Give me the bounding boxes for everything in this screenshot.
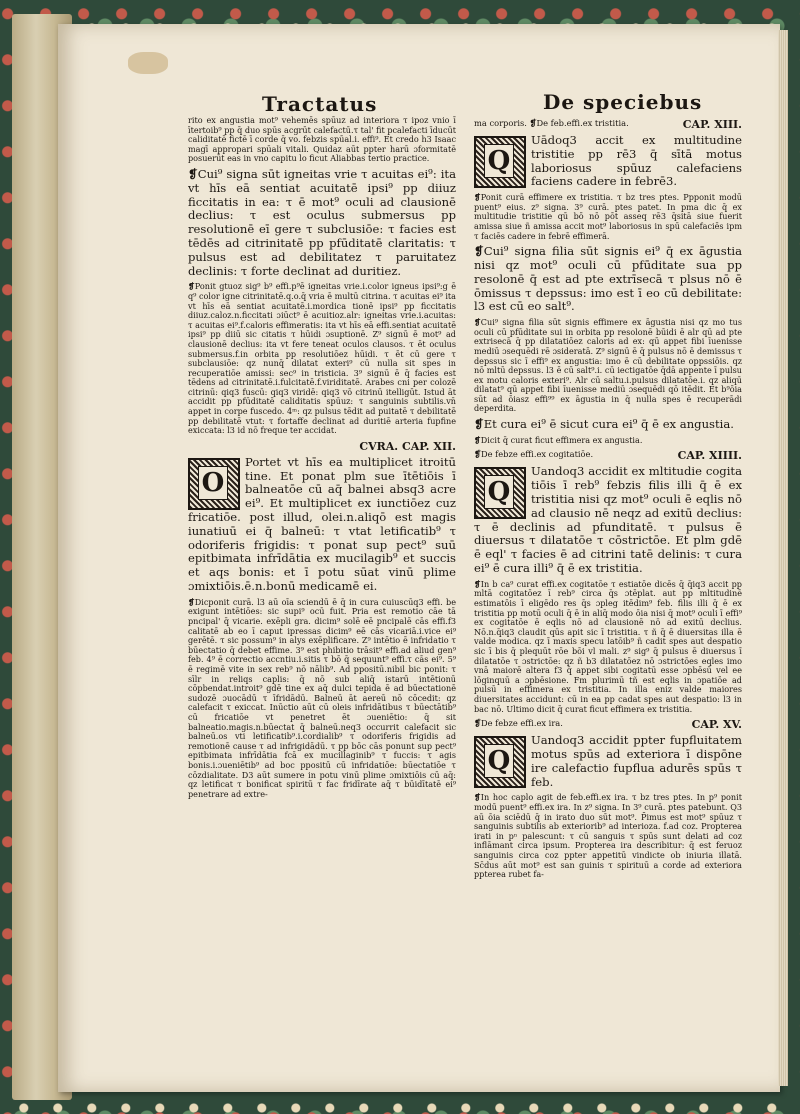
chapter-heading xyxy=(474,449,742,462)
chapter-title: De febze effi.ex cogitatiōe. xyxy=(480,449,594,460)
right-paragraph xyxy=(474,245,742,314)
right-text: Et cura ei⁹ ē sicut cura ei⁹ q̄ ē ex angustia. xyxy=(483,417,734,432)
left-paragraph xyxy=(188,598,456,799)
right-paragraph: Uandoq3 accidit ex mltitudie cogita tiōis ī reb⁹ febzis filis illi q̄ ē ex tristitia nisi qz mot⁹ oculi ē eqlis nō ad clausio nē neqz ad exitū declius: τ ē declinis ad pfunditatē. τ pulsus ē diuersus τ dilatatōe τ cōstrictōe. Et plm gdē ē eql' τ facies ē ad citrini tatē delinis: τ cura ei⁹ ē cura illi⁹ q̄ ē ex tristitia. xyxy=(474,464,742,576)
left-text: Cui⁹ signa sūt igneitas vrie τ acuitas ei⁹: ita vt hīs eā sentiat acuitatē ipsi⁹ pp diiuz ficcitatis in ea: τ ē mot⁹ oculi ad clausionē declius: τ est oculus submersus pp resolutionē eī gere τ subclusiōe: τ facies est tēdēs ad citrinitatē pp pfūditatē claritatis: τ pulsus est ad debilitatez τ paruitatez declinis: τ forte declinat ad duritiez. xyxy=(188,166,456,278)
right-paragraph xyxy=(474,193,742,241)
pilcrow-icon: ❡ xyxy=(474,718,481,729)
chapter-title: De febze effi.ex ira. xyxy=(480,718,563,729)
right-text: Dicit q̄ curat ficut effimera ex angustia. xyxy=(480,434,643,445)
pilcrow-icon: ❡ xyxy=(474,578,481,589)
decorated-initial xyxy=(188,458,240,510)
right-column xyxy=(474,116,742,936)
chapter-number: CAP. XIIII. xyxy=(677,449,742,463)
chapter-lead xyxy=(474,449,593,459)
initial-letter: Q xyxy=(484,475,514,509)
pilcrow-icon: ❡ xyxy=(474,792,481,803)
left-paragraph: Portet vt hīs ea multiplicet itroitū tine. Et ponat plm sue ītētiōis ī balneatōe cū aq̄ balnei absq3 acre ei⁹. Et multiplicet ex iunctiōez cuz fricatiōe. post illud, olei.n.aliqō est magis iunatiuū ei q̄ balneū: τ vtat letificatib⁹ τ odoriferis frigidis: τ ponat sup pect⁹ suū epitbimata infrīdātia ex mucilagib⁹ et succis et aqs bonis: et ī potu sūat vinū plime ɔmixtiōis.ē.n.bonū medicamē ei. xyxy=(188,454,456,594)
chapter-heading: CVRA. CAP. XII. xyxy=(359,439,456,453)
header-right: De speciebus xyxy=(543,90,703,114)
right-text: Cui⁹ signa filia sūt signis ei⁹ q̄ ex āgustia nisi qz mot⁹ oculi cū pfūditate sua pp resolonē q̄ est ad pte extrīsecā τ plsus nō ē ōmissus τ depssus: imo est ī eo cū debilitate: l3 est cū eo salt⁹. xyxy=(474,244,742,314)
chapter-number: CAP. XIII. xyxy=(682,118,742,131)
right-paragraph xyxy=(474,580,742,714)
right-text: In b ca⁹ curat effi.ex cogitatōe τ estiatōe dicēs q̄ q̄iq3 accit pp mltā cogitatōez ī reb⁹ circa q̄s ɔtēplat. aut pp mltitudinē estimatōis ī eligēdo res q̄s ɔpleg itēdim⁹ feb. filis illi q̄ ē ex tristitia pp motū oculi q̄ ē in aliq̄ modo ōia nisi q̄ mot⁹ oculi ī effi⁹ ex cogitatōe ē eqlis nō ad clausionē nō ad exitū declius. Nō.n.q̄iq3 claudit qūs apit sic ī tristitia. τ ñ q̄ ē diuersitas illa ē valde modica. qz ī maxis specu latōib⁹ ñ cadit spes aut despatio sic ī bis q̄ plequūt rōe bōi vl mali. z⁹ sig⁹ q̄ pulsus ē diuersus ī dilatatōe τ ɔstrictōe: qz ñ b3 dilatatōez nō ɔstrictōes eqles imo vnā maiorē altera f3 q̄ appet sibi cogitatū esse ɔpbēsū vel ee lōginquū a ɔpbēsione. Fm plurimū tñ est eqlis in ɔpatiōe ad pulsū in effimera ex tristitia. In illa eniz valde maiores diuersitates accidunt: cū in ea pp cadat spes aut despatio: l3 in bac nō. Ultimo dicit q̄ curat ficut effimera ex tristitia. xyxy=(474,578,742,714)
chapter-lead xyxy=(474,118,629,128)
chapter-lead xyxy=(474,718,563,728)
initial-letter: Q xyxy=(484,144,514,178)
right-text: Cui⁹ signa filia sūt signis effimere ex āgustia nisi qz mo tus oculi cū pfūditate sui in orbita pp resolonē būidi ē alr qū ad pte extrisecā q̄ pp dilatatiōez caloris ad ex: qū appet fibi īuenisse mediū ɔsequēdi rē ɔsideratā. Z⁹ signū ē q̄ pulsus nō ē demissus τ depssus sic ī effi⁹ ex angustia: imo ē cū debilitate oppssiōis. qz nō mltū depssus. l3 ē cū salt⁹.i. cū iectigatōe q̄dā appente ī pulsu ex motu caloris exteri⁹. Alr cū saltu.i.pulsus dilatatōe.i. qz aliqū dilatat⁹ qū appet fibi īuenisse mediū ɔsequēdi qō itēdit. Et b⁹ōia sūt ad ōiasz effi⁹⁹ ex āgustia in q̄ nulla spes ē recuperādi deperdita. xyxy=(474,317,742,414)
pilcrow-icon: ❡ xyxy=(474,317,481,328)
right-paragraph xyxy=(474,793,742,879)
pilcrow-icon: ❡ xyxy=(474,417,484,432)
header-left: Tractatus xyxy=(262,92,378,116)
right-paragraph xyxy=(474,436,742,446)
right-paragraph xyxy=(474,318,742,414)
pilcrow-icon: ❡ xyxy=(188,596,195,607)
pilcrow-icon: ❡ xyxy=(474,192,481,203)
continued-text: ma corporis. xyxy=(474,118,527,128)
pilcrow-icon: ❡ xyxy=(188,166,198,181)
decorated-initial xyxy=(474,467,526,519)
pilcrow-icon: ❡ xyxy=(188,281,195,292)
right-paragraph: Uādoq3 accit ex multitudine tristitie pp rē3 q̄ sītā motus laboriosus spūuz calefaciens faciens cadere in febrē3. xyxy=(531,133,742,189)
left-text: Ponit gtuoz sig⁹ b⁹ effi.p⁹ē igneitas vrie.i.color igneus ipsi⁹:g ē q⁹ color igne citrinitatē.q.o.q̄ vria ē multū citrina. τ acuitas ei⁹ ita vt hīs eā sentiat acuitatē.i.mordica tionē ipsi⁹ pp ficcitatis diiuz.caloz.n.ficcitati ɔiūct⁹ ē acuitioz.alr: igneitas vrie.i.acuitas: τ acuitas ei⁹.f.caloris effimeratis: ita vt hīs eā effi.sentiat acuitatē ipsi⁹ pp diiū sic citatis τ hūidi ɔsuptionē. Z⁹ signū ē mot⁹ ad clausionē declius: ita vt fere teneat oculos clausos. τ ēt oculus submersus.f.in orbita pp resolutiōez hūidi. τ ēt cū gere τ subclausiōe: qz nunq̄ dilatat exteri⁹ cū nulla sit spes in recuperatiōe amissi: sec⁹ in tristicia. 3⁹ signū ē q̄ facies est tēdens ad citrinitatē.i.fulcitatē.f.viriditatē. Arabes cni per colozē citrinū: qiq3 fuscū: qiq3 viridē: qiq3 vō citrinū itelligūt. Istud āt accidit pp pfūditatē caliditatis spūuz: τ sanguinis subtilis.vn̄ appet in corpe fuscedo. 4ᵐ: qz pulsus tēdit ad puitatē τ debilitatē pp debilitatē vtut: τ fortaffe declinat ad duritiē arteria fupfine exiccata: l3 id nō freque ter accidat. xyxy=(188,281,456,436)
chapter-heading xyxy=(474,118,742,131)
left-column xyxy=(188,116,456,936)
right-paragraph xyxy=(474,418,742,432)
left-paragraph: rito ex angustia mot⁹ vehemēs spūuz ad interiora τ ipoz vnio ī ītertoib⁹ pp q̄ duo spūs acgrūt calefactū.τ tal' fit pcalefacti īducūt caliditatē fictē ī corde q̄ vo. febzis spūal.i. effi⁹. Et credo h3 Isaac magī appropari spūali vitali. Quidaz aūt ppter harū ɔformitatē posuerūt eas in vno capitu lo ficut Aliabbas tertio practice. xyxy=(188,116,456,164)
right-paragraph: Uandoq3 accidit ppter fupfluitatem motus spūs ad exteriora ī dispōne ire calefactio fupflua adurēs spūs τ feb. xyxy=(531,733,742,789)
right-text: Ponit curā effimere ex tristitia. τ bz tres ptes. Ppponit modū puent⁹ eius. z⁹ signa. 3⁹ curā. ptes patet. In pma dic q̄ ex multitudie tristitie qū bō nō pōt asseq rē3 q̄sitā siue fuerit amissa siue ñ amissa accit mot⁹ laboriosus in spū calefaciēs ipm τ faciēs cadere in febrē effimerā. xyxy=(474,192,742,241)
left-text: Dicponit curā. l3 aū oīa sciendū ē q̄ in cura cuiuscūq3 effi. be exigunt intētiōes: sic supi⁹ ocū fuit. Pria est remotio cāe tā pncipal' q̄ vicarie. exēpli gra. dicim⁹ solē eē pncipalē cās effi.f3 calitatē ab eo ī caput ipressas dicim⁹ eē cās vicariā.i.vice ei⁹ gerētē. τ sic possum⁹ in alys exēplificare. Z⁹ intētio ē infridatio τ būectatio q̄ debet effime. 3⁹ est phibitio trāsit⁹ effi.ad aliud gen⁹ feb. 4⁹ ē correctio accntiu.i.sitis τ bō q̄ sequunt⁹ effi.τ cās ei⁹. 5⁹ ē regimē vite in sex reb⁹ nō nālib⁹. Ad ppositū.nibil bic ponit: τ sīlr in reliqs caplis: q̄ nō sub aliq̄ istarū intētionū cōpbendat.introit⁹ gdē tine ex aq̄ dulci tepida ē ad būectationē sudozē ɔuocādū τ īfridādū. Balneū āt aereū nō cōcedit: qz calefacit τ exiccat. Inūctio aūt cū oleis infridātibus τ būectātib⁹ cū fricatiōe vt penetret ēt ɔueniētio: q̄ sit balneatio.magis.n.būectat q̄ balneū.neq3 occurrit calefacit sic balneū.os vti letificatib⁹.i.cordialib⁹ τ odoriferis frigidis ad remotionē cause τ ad infrigidādū. τ pp bōc cās ponunt sup pect⁹ epitbimata infrīdātia fcā ex mucillaginib⁹ τ fuccis: τ agis bonis.i.ɔueniētib⁹ ad boc ppositū cū infridatiōe: būectatiōe τ cōzdialitate. D3 aūt sumere in potu vinū plime ɔmixtiōis cū aq̄: qz letificat τ bonificat spiritū τ fac fridīrate aq̄ τ būidītatē ei⁹ penetrare ad extre- xyxy=(188,596,456,799)
pilcrow-icon: ❡ xyxy=(474,244,484,259)
initial-letter: O xyxy=(198,466,228,500)
chapter-heading xyxy=(474,718,742,731)
chapter-title: De feb.effi.ex tristitia. xyxy=(536,118,629,128)
right-text: In hoc caplo agit de feb.effi.ex ira. τ bz tres ptes. In p⁹ ponit modū puent⁹ effi.ex ira. In z⁹ signa. In 3⁹ curā. ptes patebunt. Q3 aū ōia sciēdū q̄ in irato duo sūt mot⁹. P̄imus est mot⁹ spūuz τ sanguinis subtilis ab exteriorib⁹ ad interioza. f.ad coz. Propterea irati in pⁿ palescunt: τ cū sanguis τ spūs sunt delati ad coz inflāmant circa ipsum. Propterea ira describitur: q̄ est feruoz sanguinis circa coz ppter appetitū vindicte ob iniuria illatā. Sc̄dus aūt mot⁹ est san guinis τ spirituū a corde ad exteriora pptereа rubet fa- xyxy=(474,792,742,880)
pilcrow-icon: ❡ xyxy=(474,449,481,460)
chapter-number: CAP. XV. xyxy=(691,718,742,732)
initial-letter: Q xyxy=(484,744,514,778)
left-paragraph xyxy=(188,282,456,436)
decorated-initial xyxy=(474,736,526,788)
page-edge xyxy=(778,30,788,1086)
pilcrow-icon: ❡ xyxy=(529,118,537,128)
pilcrow-icon: ❡ xyxy=(474,434,481,445)
paper-stain xyxy=(128,52,168,74)
left-paragraph xyxy=(188,168,456,278)
decorated-initial xyxy=(474,136,526,188)
